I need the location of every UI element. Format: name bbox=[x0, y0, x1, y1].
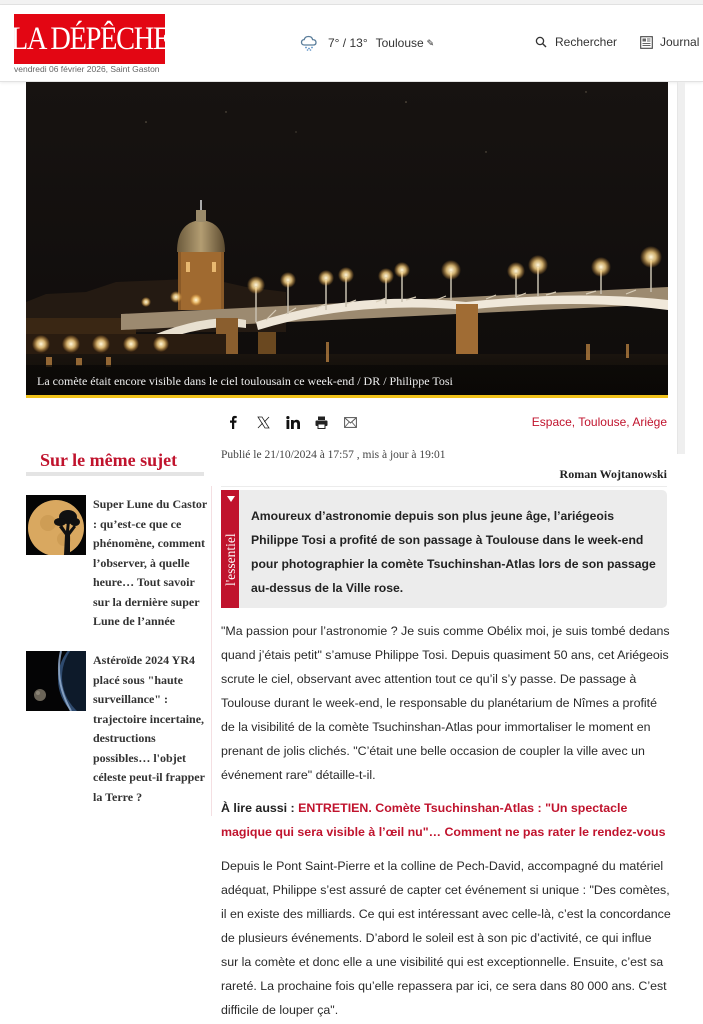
read-also-label: À lire aussi : bbox=[221, 801, 299, 815]
related-thumbnail-asteroid bbox=[26, 651, 86, 711]
scrollbar[interactable] bbox=[677, 82, 685, 454]
essentiel-label: l'essentiel bbox=[223, 533, 238, 586]
weather-widget[interactable] bbox=[300, 35, 434, 51]
related-article[interactable] bbox=[26, 651, 211, 821]
related-thumbnail-moon bbox=[26, 495, 86, 555]
site-header bbox=[0, 5, 703, 82]
site-logo[interactable] bbox=[10, 14, 169, 64]
newspaper-icon bbox=[640, 36, 653, 49]
search-icon bbox=[535, 36, 547, 48]
share-x[interactable] bbox=[257, 414, 286, 430]
tag-link[interactable]: Espace bbox=[531, 415, 572, 429]
x-icon bbox=[257, 416, 270, 429]
sidebar-divider bbox=[211, 486, 212, 816]
article-paragraph: "Ma passion pour l’astronomie ? Je suis comme Obélix moi, je suis tombé dedans quand j’étais petit" s’amuse Philippe Tosi. Depuis quasiment 50 ans, cet Ariégeois scrute le ciel, observant avec attention tout ce qu’il s’y passe. De passage à Toulouse durant le week-end, le responsable du planétarium de Nîmes a profité de la visibilité de la comète Tsuchinshan-Atlas pour immortaliser le moment en prenant de jolis clichés. "C’était une belle occasion de coupler la ville avec un événement rare" détaille-t-il. bbox=[221, 624, 670, 782]
related-title[interactable]: Super Lune du Castor : qu’est-ce que ce phénomène, comment l’observer, à quelle heure… Tout savoir sur la dernière super Lune de l’année bbox=[93, 497, 207, 628]
search-label: Rechercher bbox=[555, 35, 618, 49]
triangle-down-icon bbox=[227, 496, 235, 502]
related-article[interactable] bbox=[26, 495, 211, 640]
hero-photo bbox=[26, 82, 668, 395]
related-heading-rule bbox=[26, 472, 204, 476]
essentiel-box bbox=[221, 490, 667, 608]
read-also bbox=[221, 796, 671, 844]
tag-link[interactable]: Toulouse bbox=[578, 415, 627, 429]
essentiel-tab bbox=[221, 490, 239, 608]
essentiel-text: Amoureux d’astronomie depuis son plus jeune âge, l’ariégeois Philippe Tosi a profité de son passage à Toulouse dans le week-end pour photographier la comète Tsuchinshan-Atlas lors de son passage au-dessus de la Ville rose. bbox=[251, 509, 656, 595]
mail-icon bbox=[344, 417, 357, 428]
author-name[interactable]: Roman Wojtanowski bbox=[559, 467, 667, 481]
read-also-link[interactable]: ENTRETIEN. Comète Tsuchinshan-Atlas : "Un spectacle magique qui sera visible à l’œil nu"… Comment ne pas rater le rendez-vous bbox=[221, 801, 666, 839]
tag-separator: , bbox=[571, 415, 579, 429]
journal-label: Journal bbox=[660, 35, 700, 49]
pencil-icon[interactable]: ✎ bbox=[426, 37, 435, 48]
journal-button[interactable] bbox=[640, 35, 699, 49]
print-icon bbox=[315, 416, 328, 429]
tag-list bbox=[532, 415, 667, 429]
logo-text: LA DÉPÊCHE bbox=[10, 20, 169, 57]
related-title[interactable]: Astéroïde 2024 YR4 placé sous "haute surveillance" : trajectoire incertaine, destructions possibles… l'objet céleste peut-il frapper la Terre ? bbox=[93, 653, 205, 804]
share-print[interactable] bbox=[315, 414, 344, 430]
tag-separator: , bbox=[626, 415, 633, 429]
hero-accent-bar bbox=[26, 395, 668, 398]
linkedin-icon bbox=[286, 416, 301, 429]
hero-image bbox=[26, 82, 668, 395]
weather-temps: 7° / 13° bbox=[328, 36, 368, 50]
related-heading: Sur le même sujet bbox=[40, 450, 178, 470]
facebook-icon bbox=[228, 415, 238, 429]
meta-divider bbox=[221, 486, 667, 487]
header-date: vendredi 06 février 2026, Saint Gaston bbox=[14, 64, 160, 74]
search-button[interactable] bbox=[535, 35, 617, 49]
weather-city: Toulouse bbox=[375, 36, 424, 50]
share-facebook[interactable] bbox=[228, 414, 257, 430]
share-bar bbox=[228, 414, 373, 430]
rain-cloud-icon bbox=[300, 35, 318, 51]
article-paragraph: Depuis le Pont Saint-Pierre et la colline de Pech-David, accompagné du matériel adéquat, Philippe s’est assuré de capter cet événement si unique : "Des comètes, il en existe des milliards. Ce qui est intéressant avec celle-là, c’est la concordance de plusieurs événements. D’abord le soleil est à son pic d’activité, ce qui influe sur la comète et donc elle a une visibilité qui est exceptionnelle. Ensuite, c’est sa rareté. La prochaine fois qu’elle repassera par ici, ce sera dans 80 000 ans. C’est difficile de louper ça". bbox=[221, 859, 671, 1017]
share-mail[interactable] bbox=[344, 414, 373, 430]
share-linkedin[interactable] bbox=[286, 414, 315, 430]
tag-link[interactable]: Ariège bbox=[632, 415, 667, 429]
publish-date: Publié le 21/10/2024 à 17:57 , mis à jour à 19:01 bbox=[221, 449, 446, 461]
hero-caption: La comète était encore visible dans le ciel toulousain ce week-end / DR / Philippe Tosi bbox=[37, 374, 453, 388]
